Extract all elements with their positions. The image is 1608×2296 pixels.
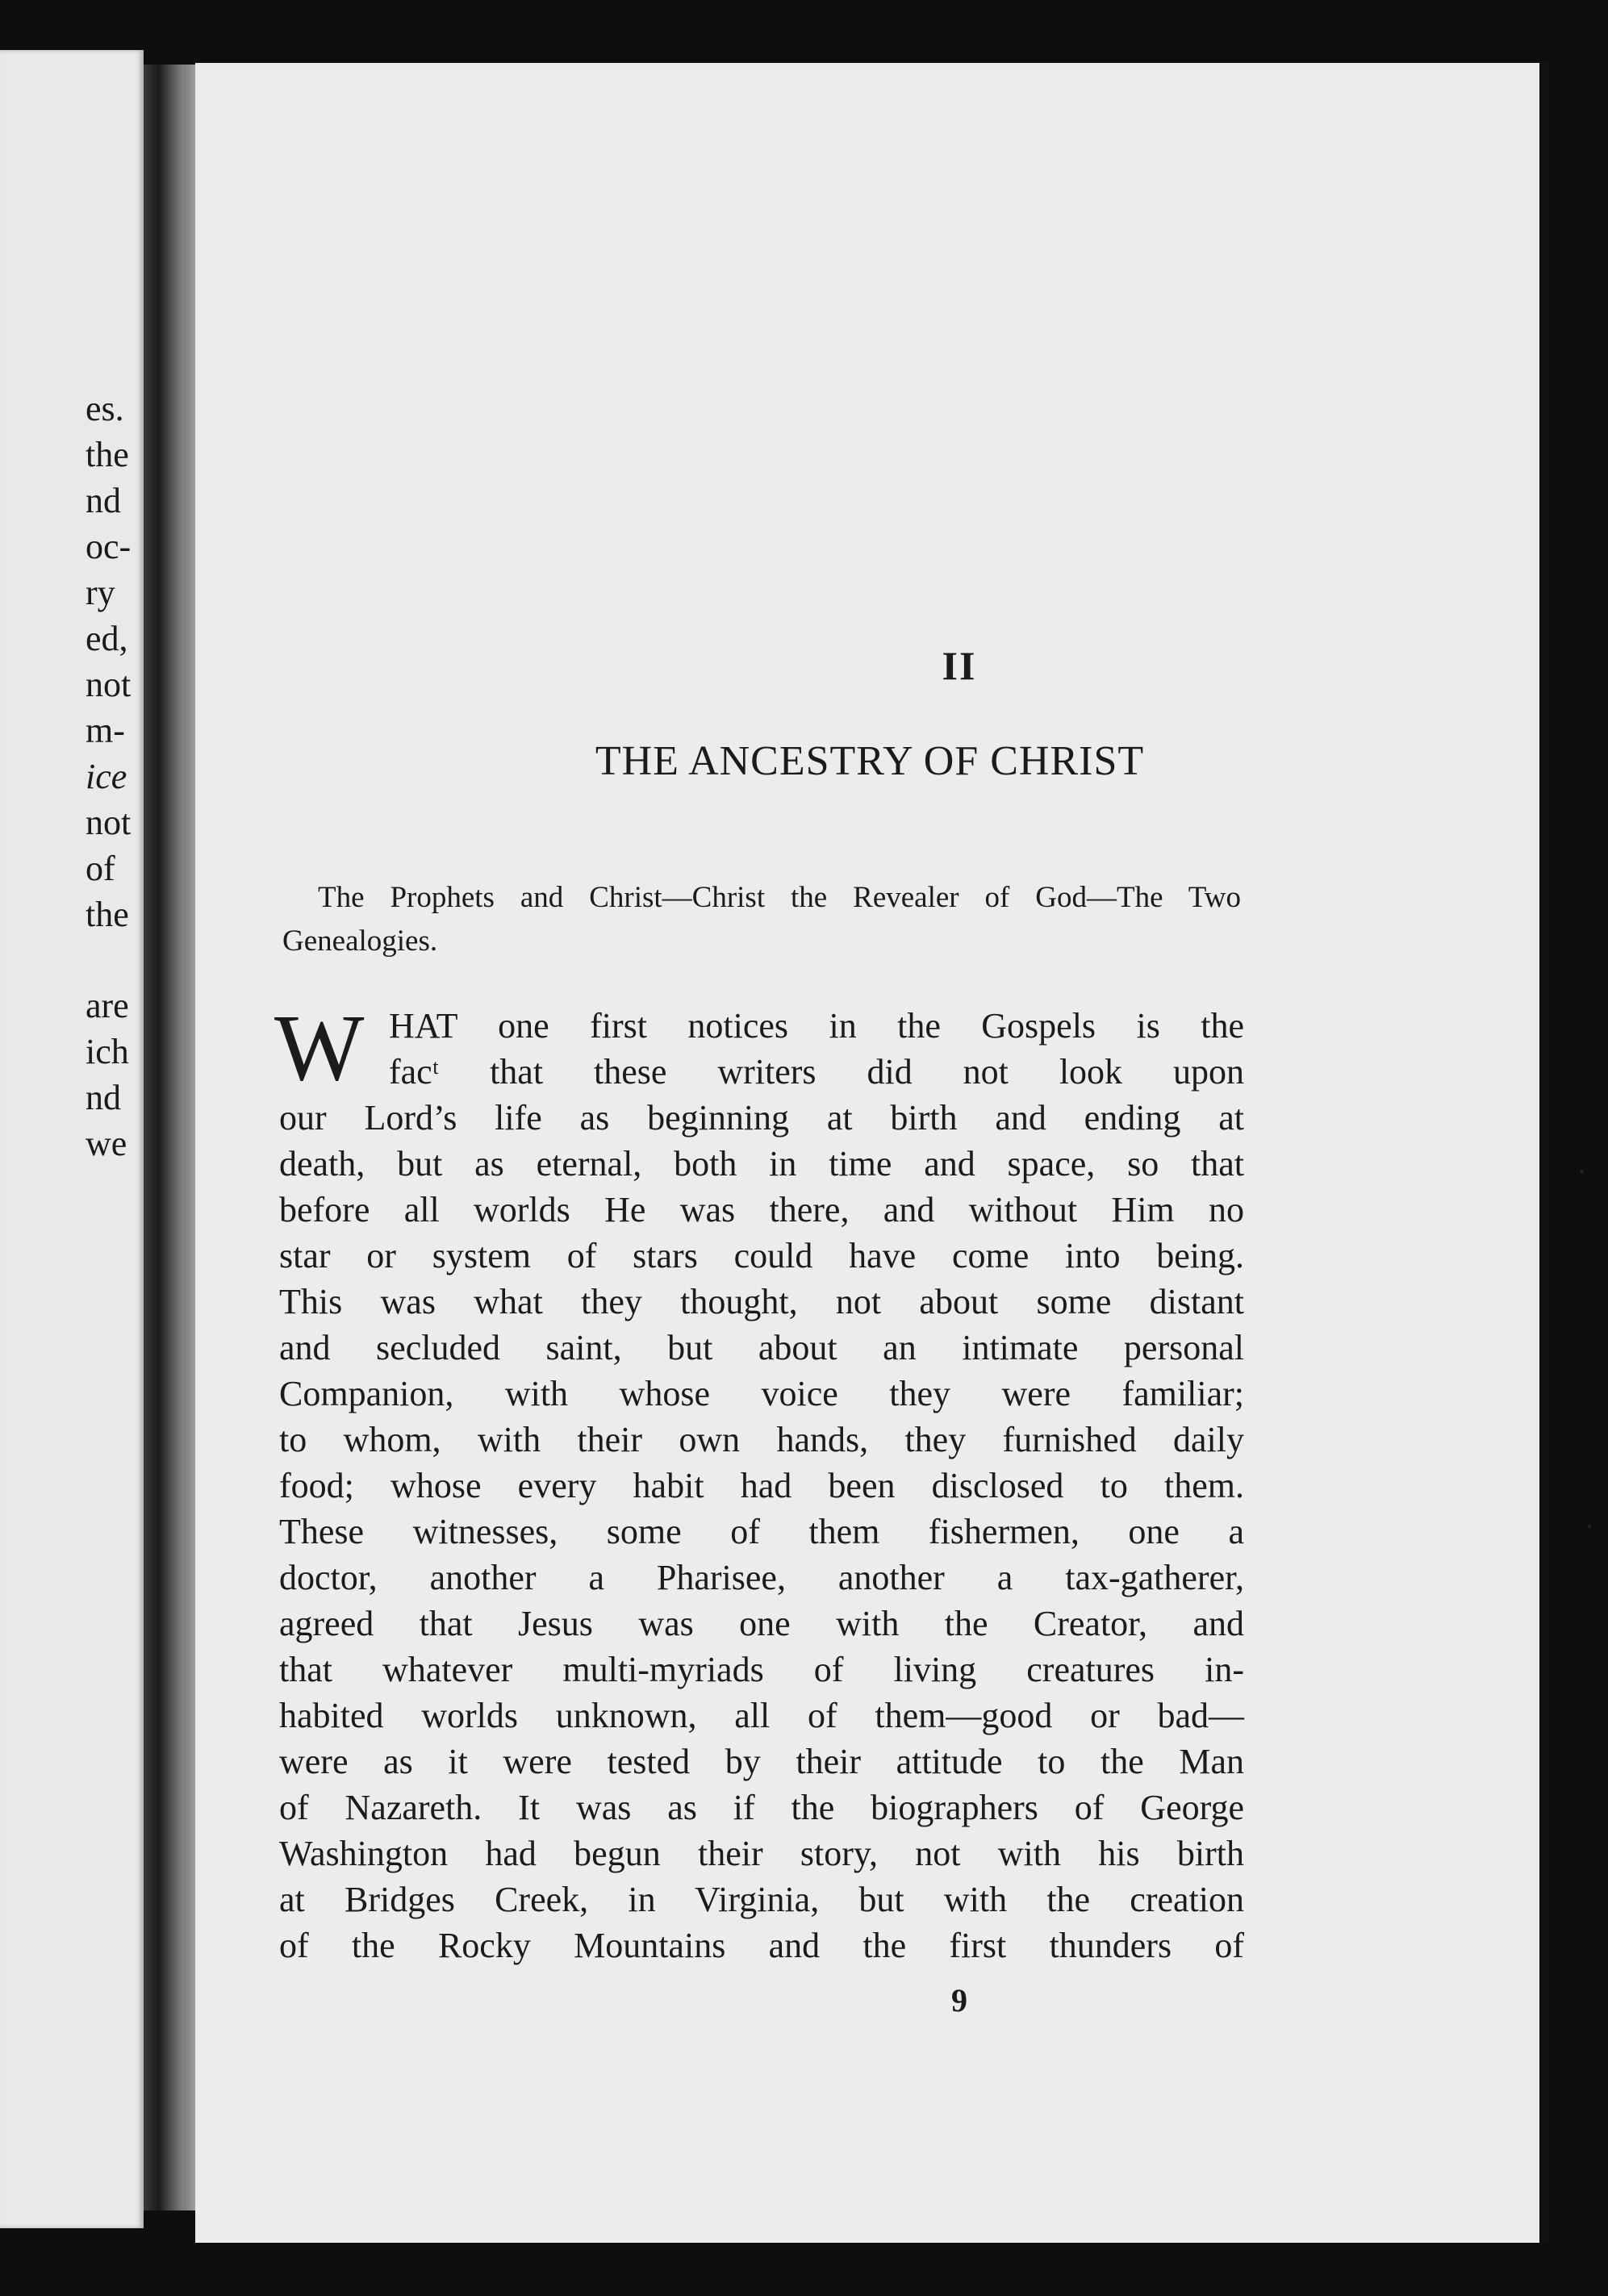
left-line: not (86, 803, 132, 842)
body-line: agreed that Jesus was one with the Creator, and (279, 1604, 1244, 1643)
left-line: es. (86, 389, 124, 428)
left-line: m- (86, 711, 125, 750)
body-line: and secluded saint, but about an intimate personal (279, 1328, 1244, 1367)
body-line: habited worlds unknown, all of them—good or bad— (279, 1696, 1244, 1735)
scan-speck (1588, 1525, 1591, 1528)
left-line: the (86, 895, 129, 934)
left-line: ry (86, 573, 115, 612)
right-page (195, 63, 1539, 2243)
body-text (274, 995, 1244, 1968)
left-page-text-fragments (86, 386, 142, 1167)
scan-speck (1580, 1170, 1584, 1174)
left-line: the (86, 435, 129, 474)
left-line: nd (86, 481, 121, 520)
left-line: ed, (86, 619, 128, 658)
body-line: facᵗ that these writers did not look upon (389, 1052, 1244, 1092)
left-line: nd (86, 1078, 121, 1117)
body-line: before all worlds He was there, and without Him no (279, 1190, 1244, 1229)
body-line: star or system of stars could have come into being. (279, 1236, 1244, 1275)
page-number: 9 (951, 1982, 967, 2018)
body-line: These witnesses, some of them fishermen, one a (279, 1512, 1244, 1551)
body-line: to whom, with their own hands, they furnished daily (279, 1420, 1244, 1459)
body-line: that whatever multi-myriads of living creatures in- (279, 1650, 1244, 1689)
right-page-edge (1539, 63, 1549, 2243)
body-line: This was what they thought, not about some distant (279, 1282, 1244, 1321)
body-line: our Lord’s life as beginning at birth and ending at (279, 1098, 1244, 1138)
left-line: of (86, 849, 115, 888)
body-line: Companion, with whose voice they were familiar; (279, 1374, 1244, 1413)
left-line-gap (86, 937, 142, 983)
chapter-number: II (942, 643, 977, 688)
body-line: doctor, another a Pharisee, another a tax-gatherer, (279, 1558, 1244, 1597)
body-line: HAT one first notices in the Gospels is the (389, 1006, 1244, 1046)
left-line: not (86, 665, 132, 704)
body-line: Washington had begun their story, not with his birth (279, 1834, 1244, 1873)
body-line: at Bridges Creek, in Virginia, but with the creation (279, 1880, 1244, 1919)
left-line: are (86, 986, 129, 1025)
left-line: ice (86, 757, 127, 796)
body-line: were as it were tested by their attitude to the Man (279, 1742, 1244, 1781)
chapter-synopsis: The Prophets and Christ—Christ the Revealer of God—The Two Genealogies. (282, 881, 1241, 958)
left-line: ich (86, 1032, 129, 1071)
left-line: we (86, 1124, 127, 1163)
body-line: of the Rocky Mountains and the first thunders of (279, 1926, 1244, 1965)
body-line: food; whose every habit had been disclosed to them. (279, 1466, 1244, 1505)
left-line: oc- (86, 527, 132, 566)
chapter-title: THE ANCESTRY OF CHRIST (595, 738, 1145, 784)
left-facing-page (0, 50, 144, 2228)
body-line: death, but as eternal, both in time and space, so that (279, 1144, 1244, 1183)
body-line: of Nazareth. It was as if the biographers of George (279, 1788, 1244, 1827)
drop-cap: W (274, 995, 365, 1100)
